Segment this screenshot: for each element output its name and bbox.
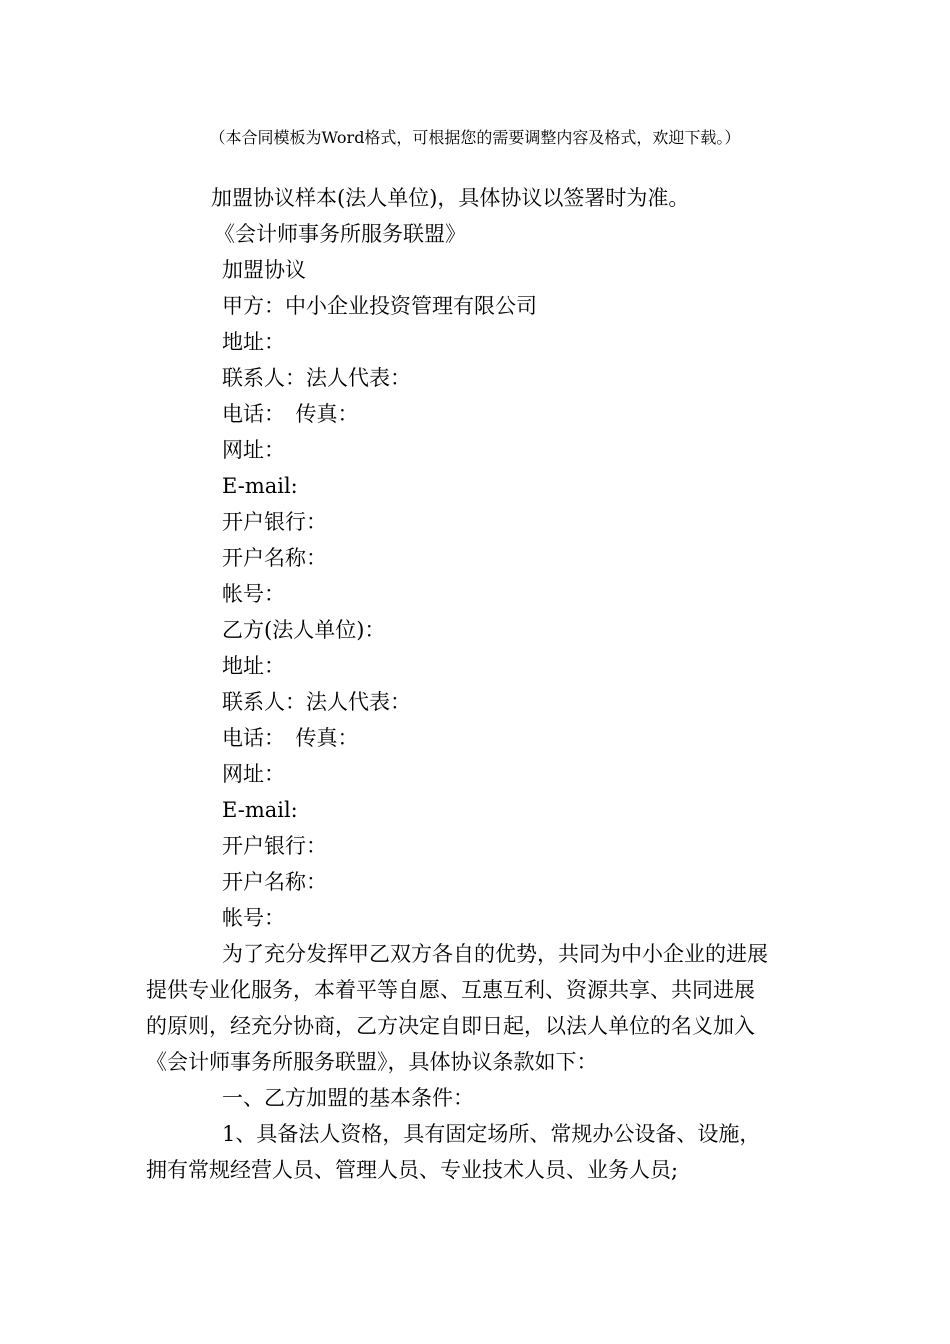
body-paragraph-line-3: 的原则，经充分协商，乙方决定自即日起，以法人单位的名义加入 <box>146 1014 755 1038</box>
party-a-phone-fax: 电话： 传真： <box>222 402 359 426</box>
body-paragraph-line-4: 《会计师事务所服务联盟》，具体协议条款如下： <box>146 1050 598 1074</box>
party-a-account-name: 开户名称： <box>222 546 327 570</box>
party-a-bank: 开户银行： <box>222 510 327 534</box>
template-note: （本合同模板为Word格式，可根据您的需要调整内容及格式，欢迎下载。） <box>209 128 741 147</box>
party-b-name: 乙方(法人单位)： <box>222 618 386 642</box>
intro-line: 加盟协议样本(法人单位)，具体协议以签署时为准。 <box>211 186 690 210</box>
condition-1-line-1: 1、具备法人资格，具有固定场所、常规办公设备、设施， <box>222 1122 761 1146</box>
section-heading-1: 一、乙方加盟的基本条件： <box>222 1086 474 1110</box>
party-b-website: 网址： <box>222 762 285 786</box>
agreement-title: 加盟协议 <box>222 258 306 282</box>
party-b-account-name: 开户名称： <box>222 870 327 894</box>
party-b-phone-fax: 电话： 传真： <box>222 726 359 750</box>
party-a-email: E-mail: <box>222 474 298 498</box>
condition-1-line-2: 拥有常规经营人员、管理人员、专业技术人员、业务人员; <box>146 1158 679 1182</box>
body-paragraph-line-2: 提供专业化服务，本着平等自愿、互惠互利、资源共享、共同进展 <box>146 978 755 1002</box>
party-b-bank: 开户银行： <box>222 834 327 858</box>
party-a-contact: 联系人：法人代表： <box>222 366 411 390</box>
party-b-email: E-mail: <box>222 798 298 822</box>
alliance-title: 《会计师事务所服务联盟》 <box>214 222 466 246</box>
party-a-name: 甲方：中小企业投资管理有限公司 <box>222 294 537 318</box>
party-a-account-number: 帐号： <box>222 582 285 606</box>
party-b-contact: 联系人：法人代表： <box>222 690 411 714</box>
party-b-account-number: 帐号： <box>222 906 285 930</box>
party-b-address: 地址： <box>222 654 285 678</box>
party-a-website: 网址： <box>222 438 285 462</box>
body-paragraph-line-1: 为了充分发挥甲乙双方各自的优势，共同为中小企业的进展 <box>222 942 768 966</box>
party-a-address: 地址： <box>222 330 285 354</box>
